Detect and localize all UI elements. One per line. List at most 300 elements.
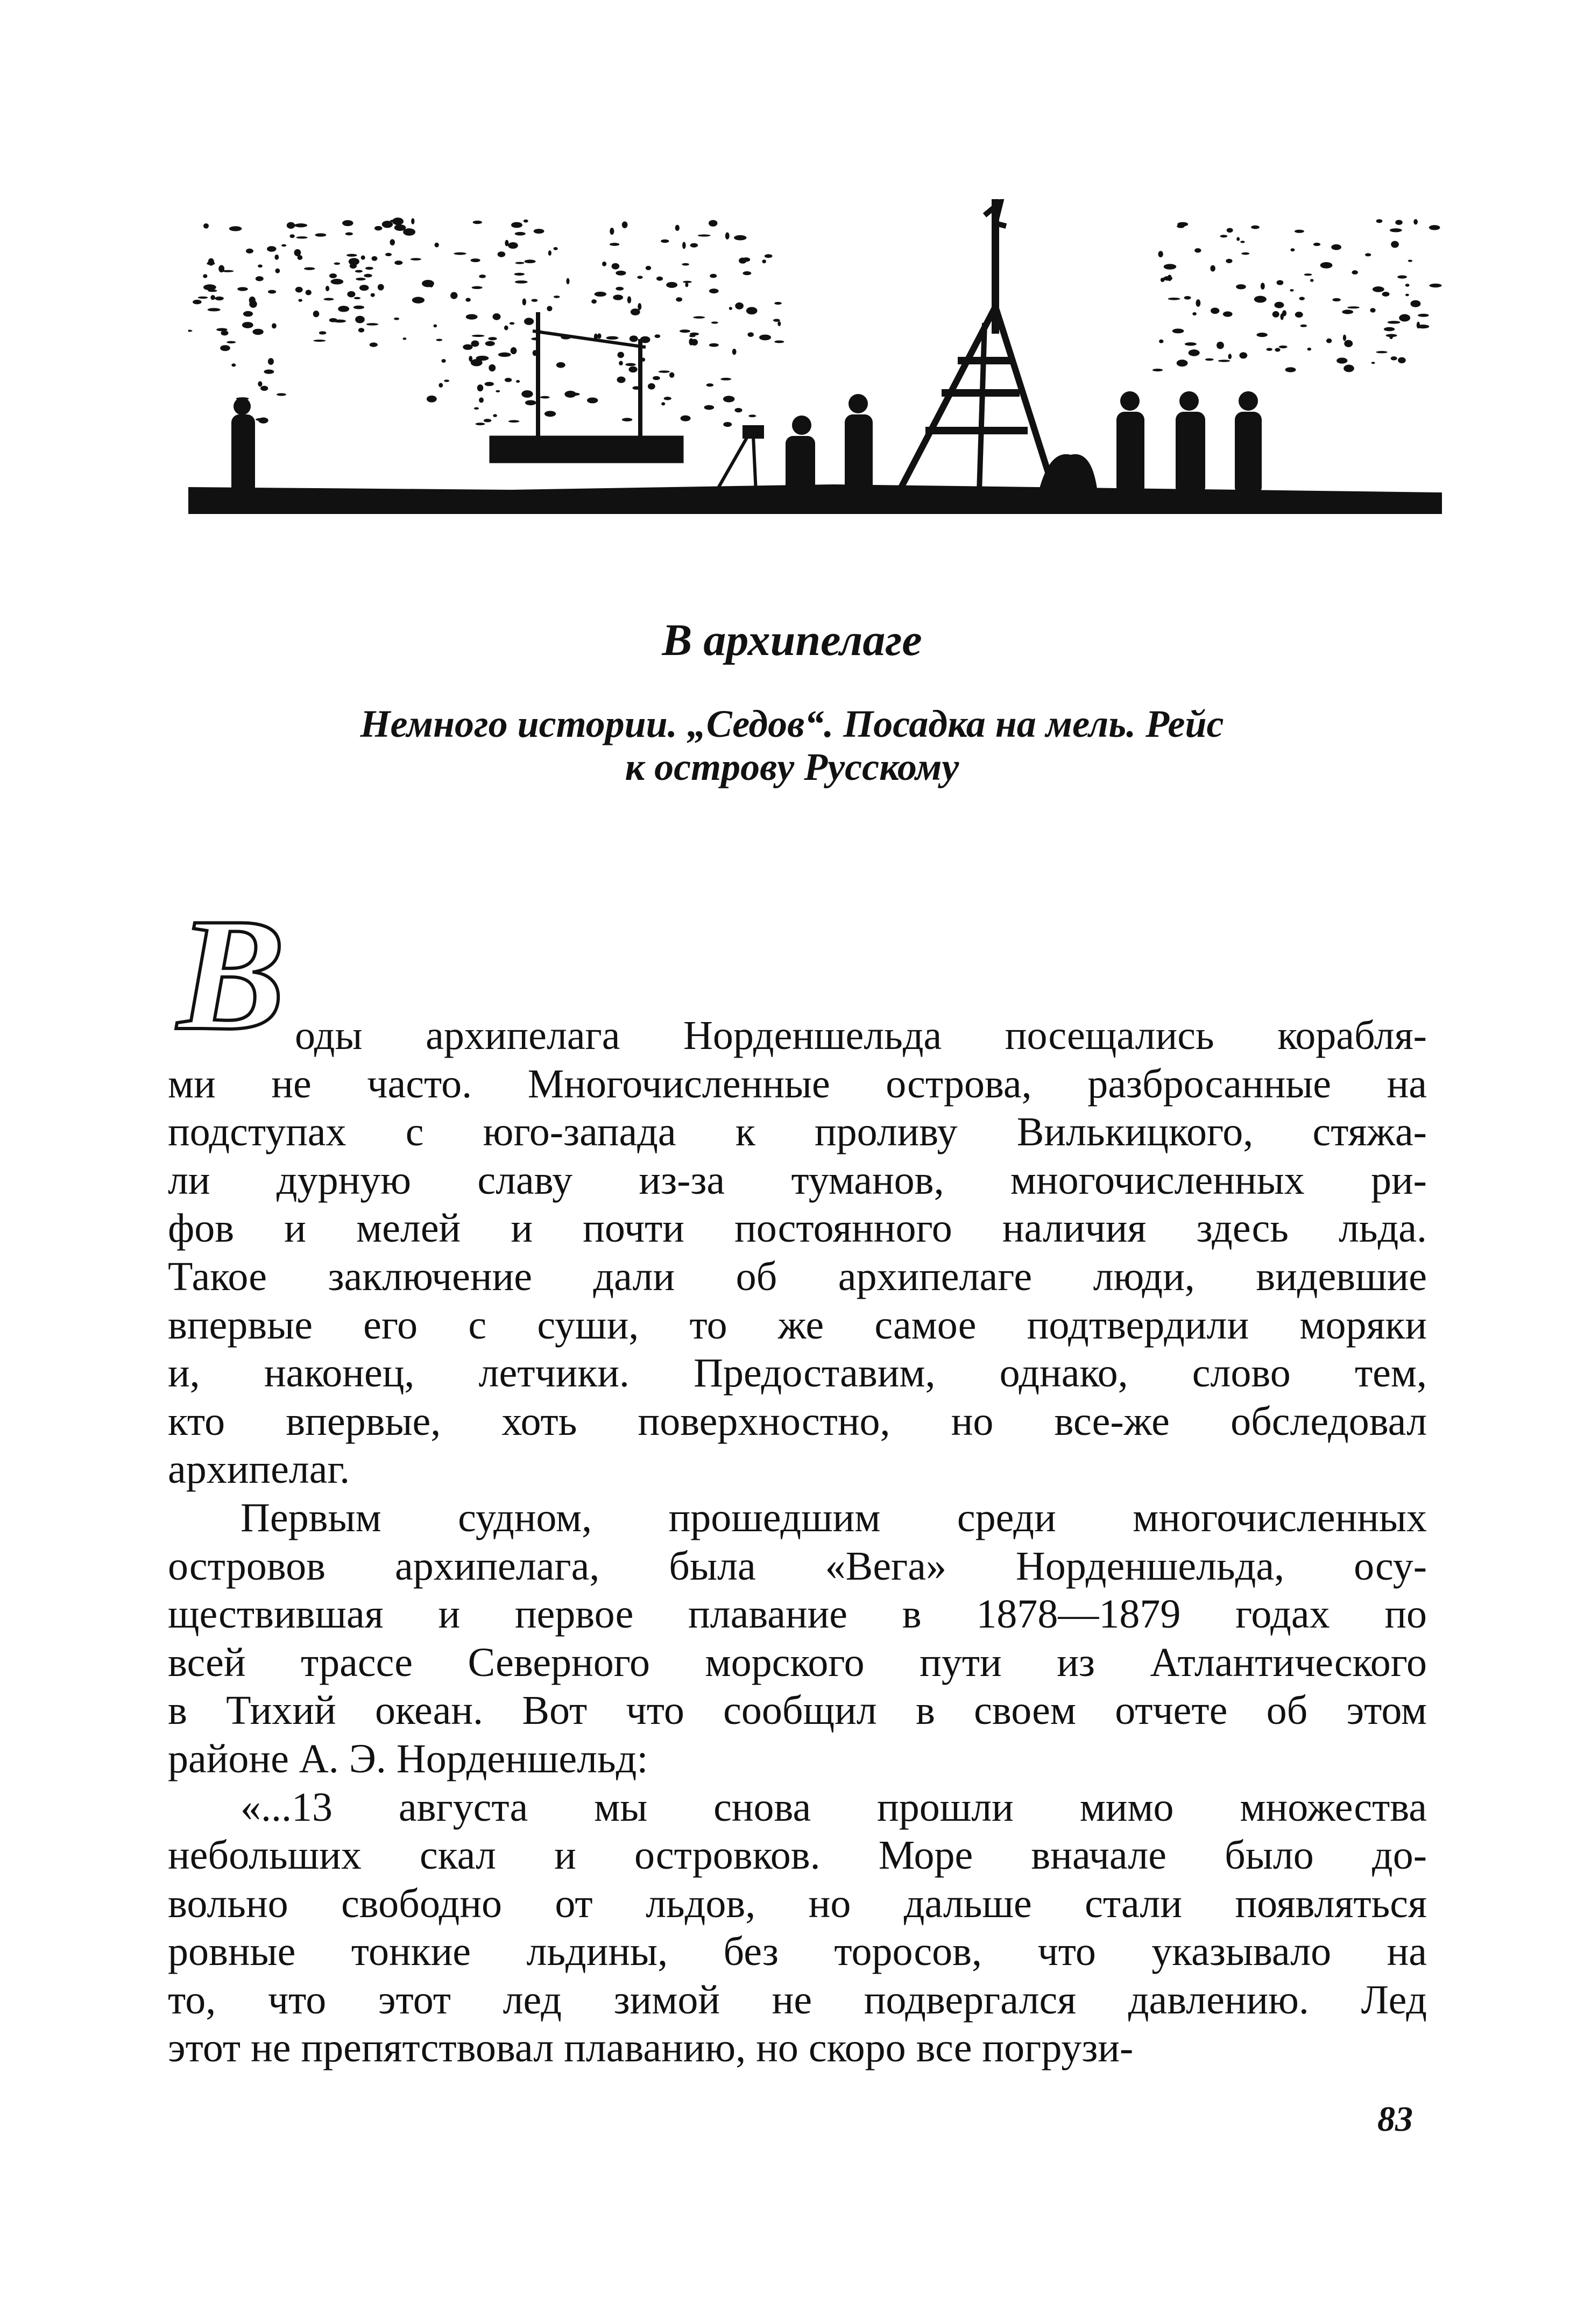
cloud-speck: [735, 302, 744, 309]
cloud-speck: [720, 378, 731, 381]
cloud-speck: [1343, 365, 1354, 372]
cloud-speck: [1227, 228, 1233, 233]
cloud-speck: [258, 381, 262, 386]
text-line: районе А. Э. Норденшельд:: [168, 1736, 648, 1781]
cloud-speck: [748, 414, 756, 417]
triangulation-tower-icon: [899, 199, 1055, 492]
cloud-speck: [229, 226, 242, 231]
cloud-speck: [540, 396, 550, 399]
cloud-speck: [1376, 219, 1383, 223]
cloud-speck: [709, 288, 719, 293]
cloud-speck: [306, 290, 312, 295]
cloud-speck: [1168, 298, 1180, 300]
cloud-speck: [1196, 299, 1200, 307]
cloud-speck: [1152, 369, 1163, 371]
cloud-speck: [1326, 339, 1332, 343]
cloud-speck: [1236, 237, 1240, 241]
cloud-speck: [1210, 265, 1215, 272]
cloud-speck: [1299, 297, 1305, 300]
cloud-speck: [1352, 270, 1357, 274]
cloud-speck: [689, 338, 694, 345]
cloud-speck: [1285, 367, 1296, 372]
cloud-speck: [435, 243, 439, 248]
cloud-speck: [267, 246, 276, 252]
cloud-speck: [1390, 228, 1402, 232]
cloud-speck: [493, 414, 497, 417]
cloud-speck: [1290, 289, 1293, 292]
cloud-speck: [412, 297, 425, 304]
cloud-speck: [747, 332, 754, 337]
cloud-speck: [505, 240, 508, 247]
person-icon: [231, 398, 255, 495]
cloud-speck: [203, 223, 209, 229]
cloud-speck: [1251, 226, 1260, 229]
cloud-speck: [221, 330, 228, 335]
cloud-speck: [1158, 251, 1163, 257]
cloud-speck: [683, 281, 692, 283]
cloud-speck: [444, 379, 449, 382]
cloud-speck: [1391, 241, 1399, 248]
cloud-speck: [1310, 279, 1313, 282]
cloud-speck: [350, 263, 357, 269]
cloud-speck: [304, 267, 315, 270]
cloud-speck: [294, 223, 307, 227]
text-line: островов архипелага, была «Вега» Норденшельда, осу-: [168, 1543, 1427, 1589]
cloud-speck: [646, 266, 651, 270]
cloud-speck: [710, 274, 717, 278]
cloud-speck: [622, 418, 632, 421]
cloud-speck: [1226, 259, 1232, 263]
cloud-speck: [612, 263, 620, 270]
cloud-speck: [1384, 327, 1395, 332]
cloud-speck: [638, 303, 641, 310]
cloud-speck: [1211, 308, 1219, 314]
cloud-speck: [685, 283, 688, 287]
cloud-speck: [534, 229, 544, 234]
cloud-speck: [1241, 252, 1249, 255]
cloud-speck: [654, 334, 660, 338]
cloud-speck: [690, 333, 699, 335]
cloud-speck: [709, 220, 717, 227]
cloud-speck: [466, 314, 478, 320]
cloud-speck: [1185, 342, 1197, 346]
cloud-speck: [774, 302, 782, 305]
cloud-speck: [515, 280, 528, 284]
cloud-speck: [474, 407, 479, 410]
cloud-speck: [1382, 292, 1390, 297]
cloud-speck: [246, 249, 253, 253]
cloud-speck: [353, 306, 364, 309]
text-line: оды архипелага Норденшельда посещались корабля-: [295, 1013, 1427, 1058]
page-number: 83: [1377, 2100, 1413, 2139]
cloud-speck: [709, 343, 719, 347]
cloud-speck: [476, 356, 489, 361]
cloud-speck: [216, 328, 228, 331]
cloud-speck: [1272, 311, 1279, 318]
cloud-speck: [505, 378, 512, 382]
cloud-speck: [706, 383, 713, 386]
cloud-speck: [1395, 220, 1403, 225]
cloud-speck: [1304, 273, 1312, 276]
cloud-speck: [203, 284, 216, 290]
cloud-speck: [1256, 333, 1267, 337]
cloud-speck: [371, 293, 375, 297]
cloud-speck: [488, 337, 497, 340]
cloud-speck: [463, 344, 472, 350]
paragraph: [168, 1494, 1427, 1784]
cloud-speck: [606, 336, 618, 340]
cloud-speck: [564, 391, 576, 398]
text-line: «...13 августа мы снова прошли мимо множества: [241, 1784, 1427, 1830]
cloud-speck: [627, 296, 631, 303]
cloud-speck: [554, 295, 560, 298]
cloud-speck: [630, 335, 638, 342]
cloud-speck: [1228, 354, 1232, 359]
cloud-speck: [249, 297, 256, 304]
cloud-speck: [637, 276, 642, 279]
cloud-speck: [427, 396, 437, 403]
cloud-speck: [345, 233, 353, 236]
cloud-speck: [1417, 325, 1429, 328]
cloud-speck: [1410, 300, 1420, 307]
cloud-speck: [319, 331, 327, 334]
cloud-speck: [436, 339, 442, 341]
cloud-speck: [203, 274, 207, 278]
cloud-speck: [682, 242, 686, 249]
cloud-speck: [1205, 358, 1214, 361]
cloud-speck: [450, 292, 457, 299]
cloud-speck: [476, 422, 485, 425]
cloud-speck: [681, 415, 691, 421]
text-line: ми не часто. Многочисленные острова, разбросанные на: [168, 1061, 1427, 1107]
cloud-speck: [1189, 349, 1200, 356]
cloud-speck: [524, 220, 528, 223]
cloud-speck: [613, 294, 623, 300]
cloud-speck: [394, 224, 406, 231]
cloud-speck: [364, 274, 372, 278]
cloud-speck: [1413, 219, 1418, 224]
cloud-speck: [522, 299, 526, 306]
cloud-speck: [346, 254, 357, 257]
cloud-speck: [762, 259, 766, 263]
cloud-speck: [439, 383, 443, 388]
cloud-speck: [521, 390, 533, 398]
text-line: в Тихий океан. Вот что сообщил в своем отчете об этом: [168, 1688, 1427, 1734]
cloud-speck: [1184, 296, 1191, 299]
person-icon: [1176, 391, 1205, 495]
cloud-speck: [1168, 275, 1172, 281]
cloud-speck: [356, 317, 360, 322]
cloud-speck: [595, 292, 607, 297]
cloud-speck: [1290, 248, 1295, 251]
cloud-speck: [498, 251, 506, 257]
text-line: Первым судном, прошедшим среди многочисленных: [241, 1495, 1427, 1540]
cloud-speck: [242, 322, 253, 328]
text-line: этот не препятствовал плаванию, но скоро все погрузи-: [168, 2025, 1134, 2071]
cloud-speck: [268, 358, 274, 365]
text-line: Такое заключение дали об архипелаге люди, видевшие: [168, 1253, 1427, 1299]
cloud-speck: [366, 323, 379, 326]
body-text: [168, 1012, 1427, 2073]
cloud-speck: [1240, 241, 1244, 243]
cloud-speck: [1405, 284, 1410, 287]
cloud-speck: [774, 340, 784, 343]
cloud-speck: [597, 333, 601, 339]
cloud-speck: [1429, 225, 1440, 230]
cloud-speck: [1365, 253, 1371, 256]
cloud-speck: [1279, 346, 1288, 348]
cloud-speck: [326, 286, 329, 291]
cloud-speck: [492, 313, 500, 320]
cloud-speck: [496, 390, 500, 392]
text-line: ровные тонкие льдины, без торосов, что указывало на: [168, 1929, 1427, 1975]
cloud-speck: [1397, 275, 1407, 278]
cloud-speck: [669, 372, 674, 378]
cloud-speck: [704, 405, 715, 410]
cloud-speck: [1371, 362, 1375, 364]
cloud-speck: [330, 279, 343, 285]
cloud-speck: [256, 418, 268, 421]
cloud-speck: [354, 297, 360, 299]
cloud-speck: [479, 274, 486, 278]
cloud-speck: [625, 363, 635, 367]
cloud-speck: [472, 335, 485, 337]
cloud-speck: [473, 221, 482, 224]
cloud-speck: [531, 299, 538, 302]
cloud-speck: [275, 269, 280, 273]
cloud-speck: [1386, 334, 1397, 337]
cloud-speck: [1300, 325, 1307, 327]
cloud-speck: [734, 408, 742, 412]
cloud-speck: [338, 306, 349, 312]
cloud-speck: [210, 295, 215, 300]
cloud-speck: [1275, 348, 1280, 351]
paragraph: [168, 1012, 1427, 1494]
cloud-speck: [485, 382, 494, 386]
cloud-speck: [765, 254, 773, 258]
subtitle-line: Немного истории. „Седов“. Посадка на мель. Рейс: [360, 702, 1224, 745]
cloud-speck: [471, 258, 480, 262]
cloud-speck: [198, 297, 208, 299]
cloud-speck: [1177, 360, 1188, 367]
cloud-speck: [1398, 357, 1406, 363]
cloud-speck: [508, 420, 519, 423]
cloud-speck: [289, 234, 294, 238]
cloud-speck: [489, 364, 496, 371]
cloud-speck: [472, 286, 483, 289]
cloud-speck: [698, 235, 711, 237]
cloud-speck: [441, 359, 445, 363]
cloud-speck: [220, 345, 230, 351]
cloud-speck: [777, 321, 781, 326]
cloud-speck: [403, 337, 407, 340]
chapter-subtitle: [0, 702, 1584, 788]
cloud-speck: [1277, 280, 1284, 285]
cloud-speck: [547, 306, 552, 311]
cloud-speck: [1261, 283, 1265, 290]
cloud-speck: [544, 411, 556, 417]
cloud-speck: [653, 376, 660, 380]
cloud-speck: [394, 318, 399, 320]
cloud-speck: [484, 419, 491, 422]
text-line: и, наконец, летчики. Предоставим, однако, слово тем,: [168, 1350, 1427, 1396]
drop-cap: В: [178, 885, 286, 1064]
cloud-speck: [734, 235, 747, 241]
cloud-speck: [260, 386, 268, 391]
cloud-speck: [1307, 348, 1312, 351]
cloud-speck: [313, 340, 326, 342]
text-line: ли дурную славу из-за туманов, многочисленных ри-: [168, 1157, 1427, 1203]
cloud-speck: [298, 299, 302, 301]
cloud-speck: [1267, 348, 1272, 351]
cloud-speck: [525, 400, 536, 405]
cloud-speck: [723, 396, 734, 402]
cloud-speck: [329, 273, 337, 278]
cloud-speck: [675, 225, 680, 231]
cloud-speck: [610, 243, 619, 246]
cloud-speck: [1194, 248, 1201, 252]
cloud-speck: [1313, 243, 1320, 246]
cloud-speck: [616, 287, 624, 291]
cloud-speck: [1254, 296, 1267, 303]
cloud-speck: [215, 297, 223, 300]
cloud-speck: [1408, 260, 1412, 262]
cloud-speck: [661, 240, 669, 243]
cloud-speck: [188, 330, 192, 332]
text-line: ществившая и первое плавание в 1878—1879 годах по: [168, 1591, 1427, 1637]
cloud-speck: [295, 287, 303, 293]
cloud-speck: [469, 356, 472, 362]
cloud-speck: [324, 298, 334, 301]
cloud-speck: [1418, 314, 1429, 317]
cloud-speck: [359, 285, 369, 291]
cloud-speck: [315, 233, 327, 236]
cloud-speck: [222, 270, 234, 272]
cloud-speck: [1373, 286, 1384, 292]
cloud-speck: [268, 290, 276, 294]
cloud-speck: [1331, 244, 1341, 250]
cloud-speck: [622, 221, 628, 228]
cloud-speck: [272, 323, 277, 328]
cloud-speck: [725, 233, 730, 240]
cloud-speck: [619, 361, 623, 365]
cloud-speck: [1332, 298, 1340, 301]
cloud-speck: [281, 244, 286, 247]
text-line: кто впервые, хоть поверхностно, но все-же обследовал: [168, 1398, 1427, 1444]
cloud-speck: [231, 363, 236, 367]
cloud-speck: [616, 271, 626, 276]
cloud-speck: [477, 384, 483, 391]
cloud-speck: [277, 393, 286, 396]
cloud-speck: [1347, 306, 1360, 308]
text-line: вольно свободно от льдов, но дальше стали появляться: [168, 1881, 1427, 1926]
cloud-speck: [556, 362, 565, 368]
cloud-speck: [256, 276, 264, 281]
cloud-speck: [742, 271, 751, 275]
cloud-speck: [676, 297, 682, 301]
cloud-speck: [732, 349, 737, 355]
subtitle-line: к острову Русскому: [625, 745, 959, 788]
cloud-speck: [648, 383, 655, 390]
cloud-speck: [610, 228, 614, 235]
cloud-speck: [510, 322, 515, 325]
cloud-speck: [693, 316, 705, 319]
cloud-speck: [385, 253, 392, 256]
cloud-speck: [382, 221, 393, 228]
cloud-speck: [411, 218, 414, 224]
cloud-speck: [1343, 335, 1346, 341]
cloud-speck: [365, 267, 373, 270]
text-line: впервые его с суши, то же самое подтвердили моряки: [168, 1302, 1427, 1348]
cloud-speck: [371, 256, 377, 261]
cloud-speck: [711, 321, 718, 323]
cloud-speck: [1220, 235, 1228, 237]
cloud-speck: [1172, 329, 1184, 334]
cloud-speck: [515, 232, 526, 236]
cloud-speck: [355, 270, 363, 273]
cloud-speck: [587, 397, 598, 403]
cloud-speck: [392, 217, 404, 225]
cloud-speck: [485, 341, 495, 346]
person-icon: [845, 394, 873, 495]
cloud-speck: [729, 307, 732, 310]
cloud-speck: [313, 311, 320, 317]
cloud-speck: [394, 260, 402, 265]
cloud-speck: [723, 422, 732, 427]
cloud-speck: [661, 402, 665, 405]
cloud-speck: [422, 280, 434, 287]
cloud-speck: [296, 236, 308, 238]
cloud-speck: [524, 259, 535, 263]
cloud-speck: [666, 282, 677, 288]
text-line: небольших скал и островков. Море вначале было до-: [168, 1833, 1427, 1878]
cloud-speck: [361, 256, 365, 260]
cloud-speck: [342, 220, 353, 226]
cloud-speck: [591, 299, 597, 304]
cloud-speck: [411, 258, 421, 260]
cloud-speck: [258, 264, 263, 267]
cloud-speck: [1236, 284, 1246, 289]
cloud-speck: [390, 239, 395, 245]
cloud-speck: [1161, 278, 1165, 282]
cloud-speck: [680, 329, 690, 333]
cloud-speck: [471, 341, 479, 347]
cloud-speck: [1282, 310, 1286, 316]
cloud-speck: [617, 376, 625, 383]
cloud-speck: [659, 370, 670, 372]
cloud-speck: [1429, 284, 1441, 287]
cloud-speck: [1274, 302, 1284, 308]
person-icon: [1235, 391, 1262, 495]
cloud-speck: [1405, 294, 1409, 297]
cloud-speck: [274, 255, 279, 260]
cloud-speck: [1239, 352, 1247, 358]
cloud-speck: [227, 341, 236, 344]
cloud-speck: [682, 263, 689, 266]
cloud-speck: [1391, 356, 1397, 360]
cloud-speck: [1376, 351, 1387, 353]
cloud-speck: [1399, 314, 1410, 322]
cloud-speck: [374, 226, 383, 231]
cloud-speck: [237, 287, 248, 291]
text-line: подступах с юго-запада к проливу Вилькицкого, стяжа-: [168, 1109, 1427, 1155]
cloud-speck: [1159, 340, 1163, 343]
cloud-speck: [739, 258, 747, 264]
cloud-speck: [193, 300, 202, 304]
cloud-speck: [207, 262, 215, 265]
cloud-speck: [298, 255, 303, 260]
cloud-speck: [454, 252, 466, 255]
